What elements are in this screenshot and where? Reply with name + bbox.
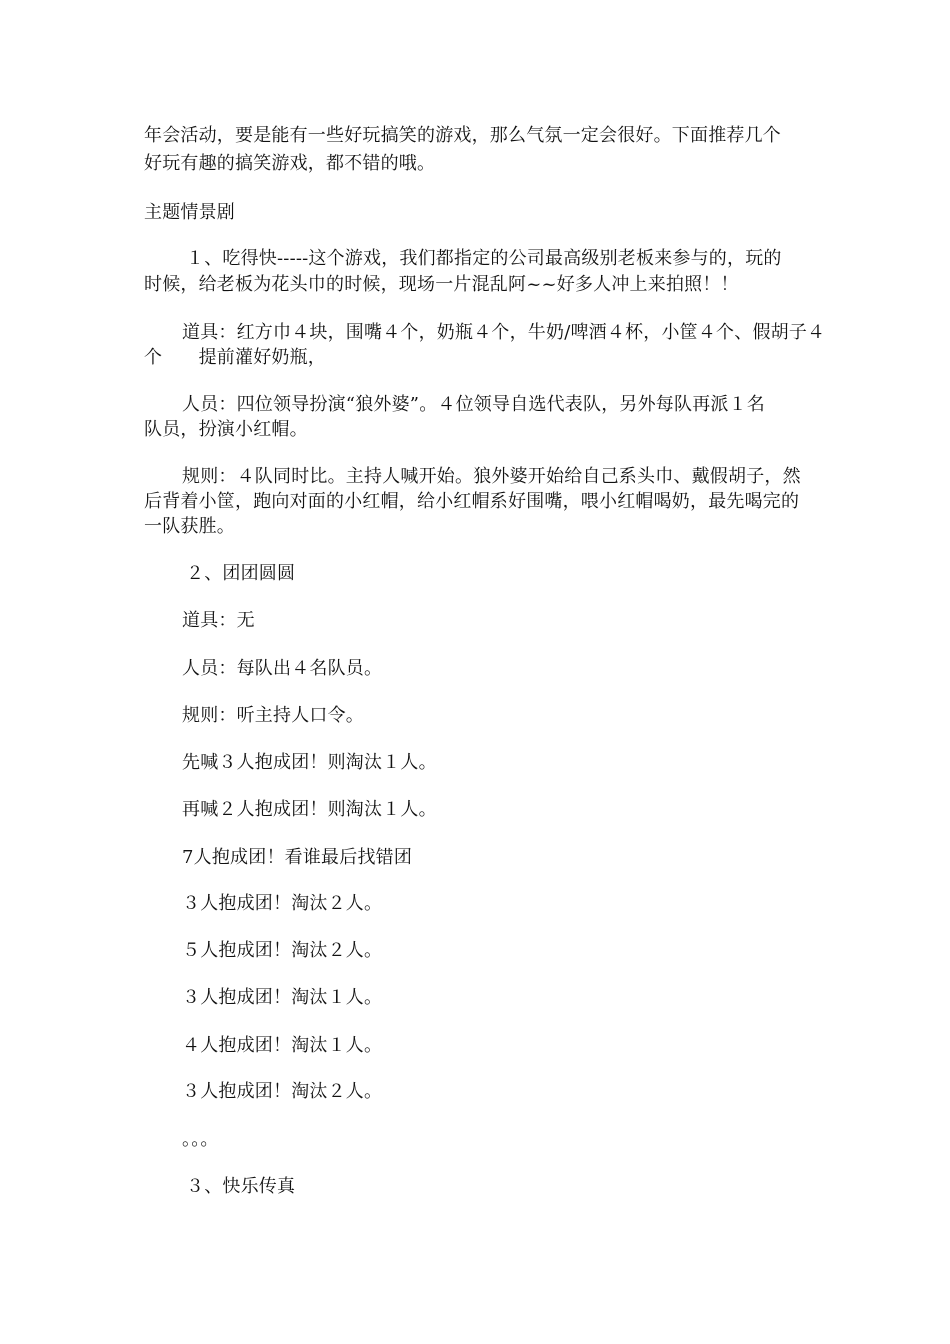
game1-props-line-1: 道具：红方巾４块，围嘴４个，奶瓶４个，牛奶/啤酒４杯，小筐４个、假胡子４ — [182, 322, 826, 343]
game2-step: ４人抱成团！淘汰１人。 — [182, 1035, 383, 1056]
game2-rules: 规则：听主持人口令。 — [182, 705, 364, 726]
game2-step: 先喊３人抱成团！则淘汰１人。 — [182, 752, 437, 773]
section-title: 主题情景剧 — [144, 202, 235, 223]
intro-line-1: 年会活动，要是能有一些好玩搞笑的游戏，那么气氛一定会很好。下面推荐几个 — [144, 125, 781, 146]
intro-line-2: 好玩有趣的搞笑游戏，都不错的哦。 — [144, 153, 436, 174]
game1-rules-line-3: 一队获胜。 — [144, 516, 235, 537]
game1-people-line-1: 人员：四位领导扮演“狼外婆”。４位领导自选代表队，另外每队再派１名 — [182, 394, 766, 415]
game2-title: ２、团团圆圆 — [186, 563, 296, 584]
game2-step: 7人抱成团！看谁最后找错团 — [182, 847, 413, 868]
game2-step: ３人抱成团！淘汰２人。 — [182, 1081, 383, 1102]
game2-step: ５人抱成团！淘汰２人。 — [182, 940, 383, 961]
game3-title: ３、快乐传真 — [186, 1176, 296, 1197]
game1-rules-line-1: 规则：４队同时比。主持人喊开始。狼外婆开始给自己系头巾、戴假胡子，然 — [182, 466, 801, 487]
game1-title-line-1: １、吃得快-----这个游戏，我们都指定的公司最高级别老板来参与的，玩的 — [186, 248, 782, 269]
game1-props-line-2: 个 提前灌好奶瓶， — [144, 347, 326, 368]
game2-people: 人员：每队出４名队员。 — [182, 658, 383, 679]
game2-step: ３人抱成团！淘汰２人。 — [182, 893, 383, 914]
game1-people-line-2: 队员，扮演小红帽。 — [144, 419, 308, 440]
game1-title-line-2: 时候，给老板为花头巾的时候，现场一片混乱阿~~好多人冲上来拍照！！ — [144, 274, 739, 295]
game2-props: 道具：无 — [182, 610, 255, 631]
game2-step: 再喊２人抱成团！则淘汰１人。 — [182, 799, 437, 820]
game2-step: ３人抱成团！淘汰１人。 — [182, 987, 383, 1008]
game1-rules-line-2: 后背着小筐，跑向对面的小红帽，给小红帽系好围嘴，喂小红帽喝奶，最先喝完的 — [144, 491, 800, 512]
ellipsis: 。。。 — [182, 1129, 219, 1150]
